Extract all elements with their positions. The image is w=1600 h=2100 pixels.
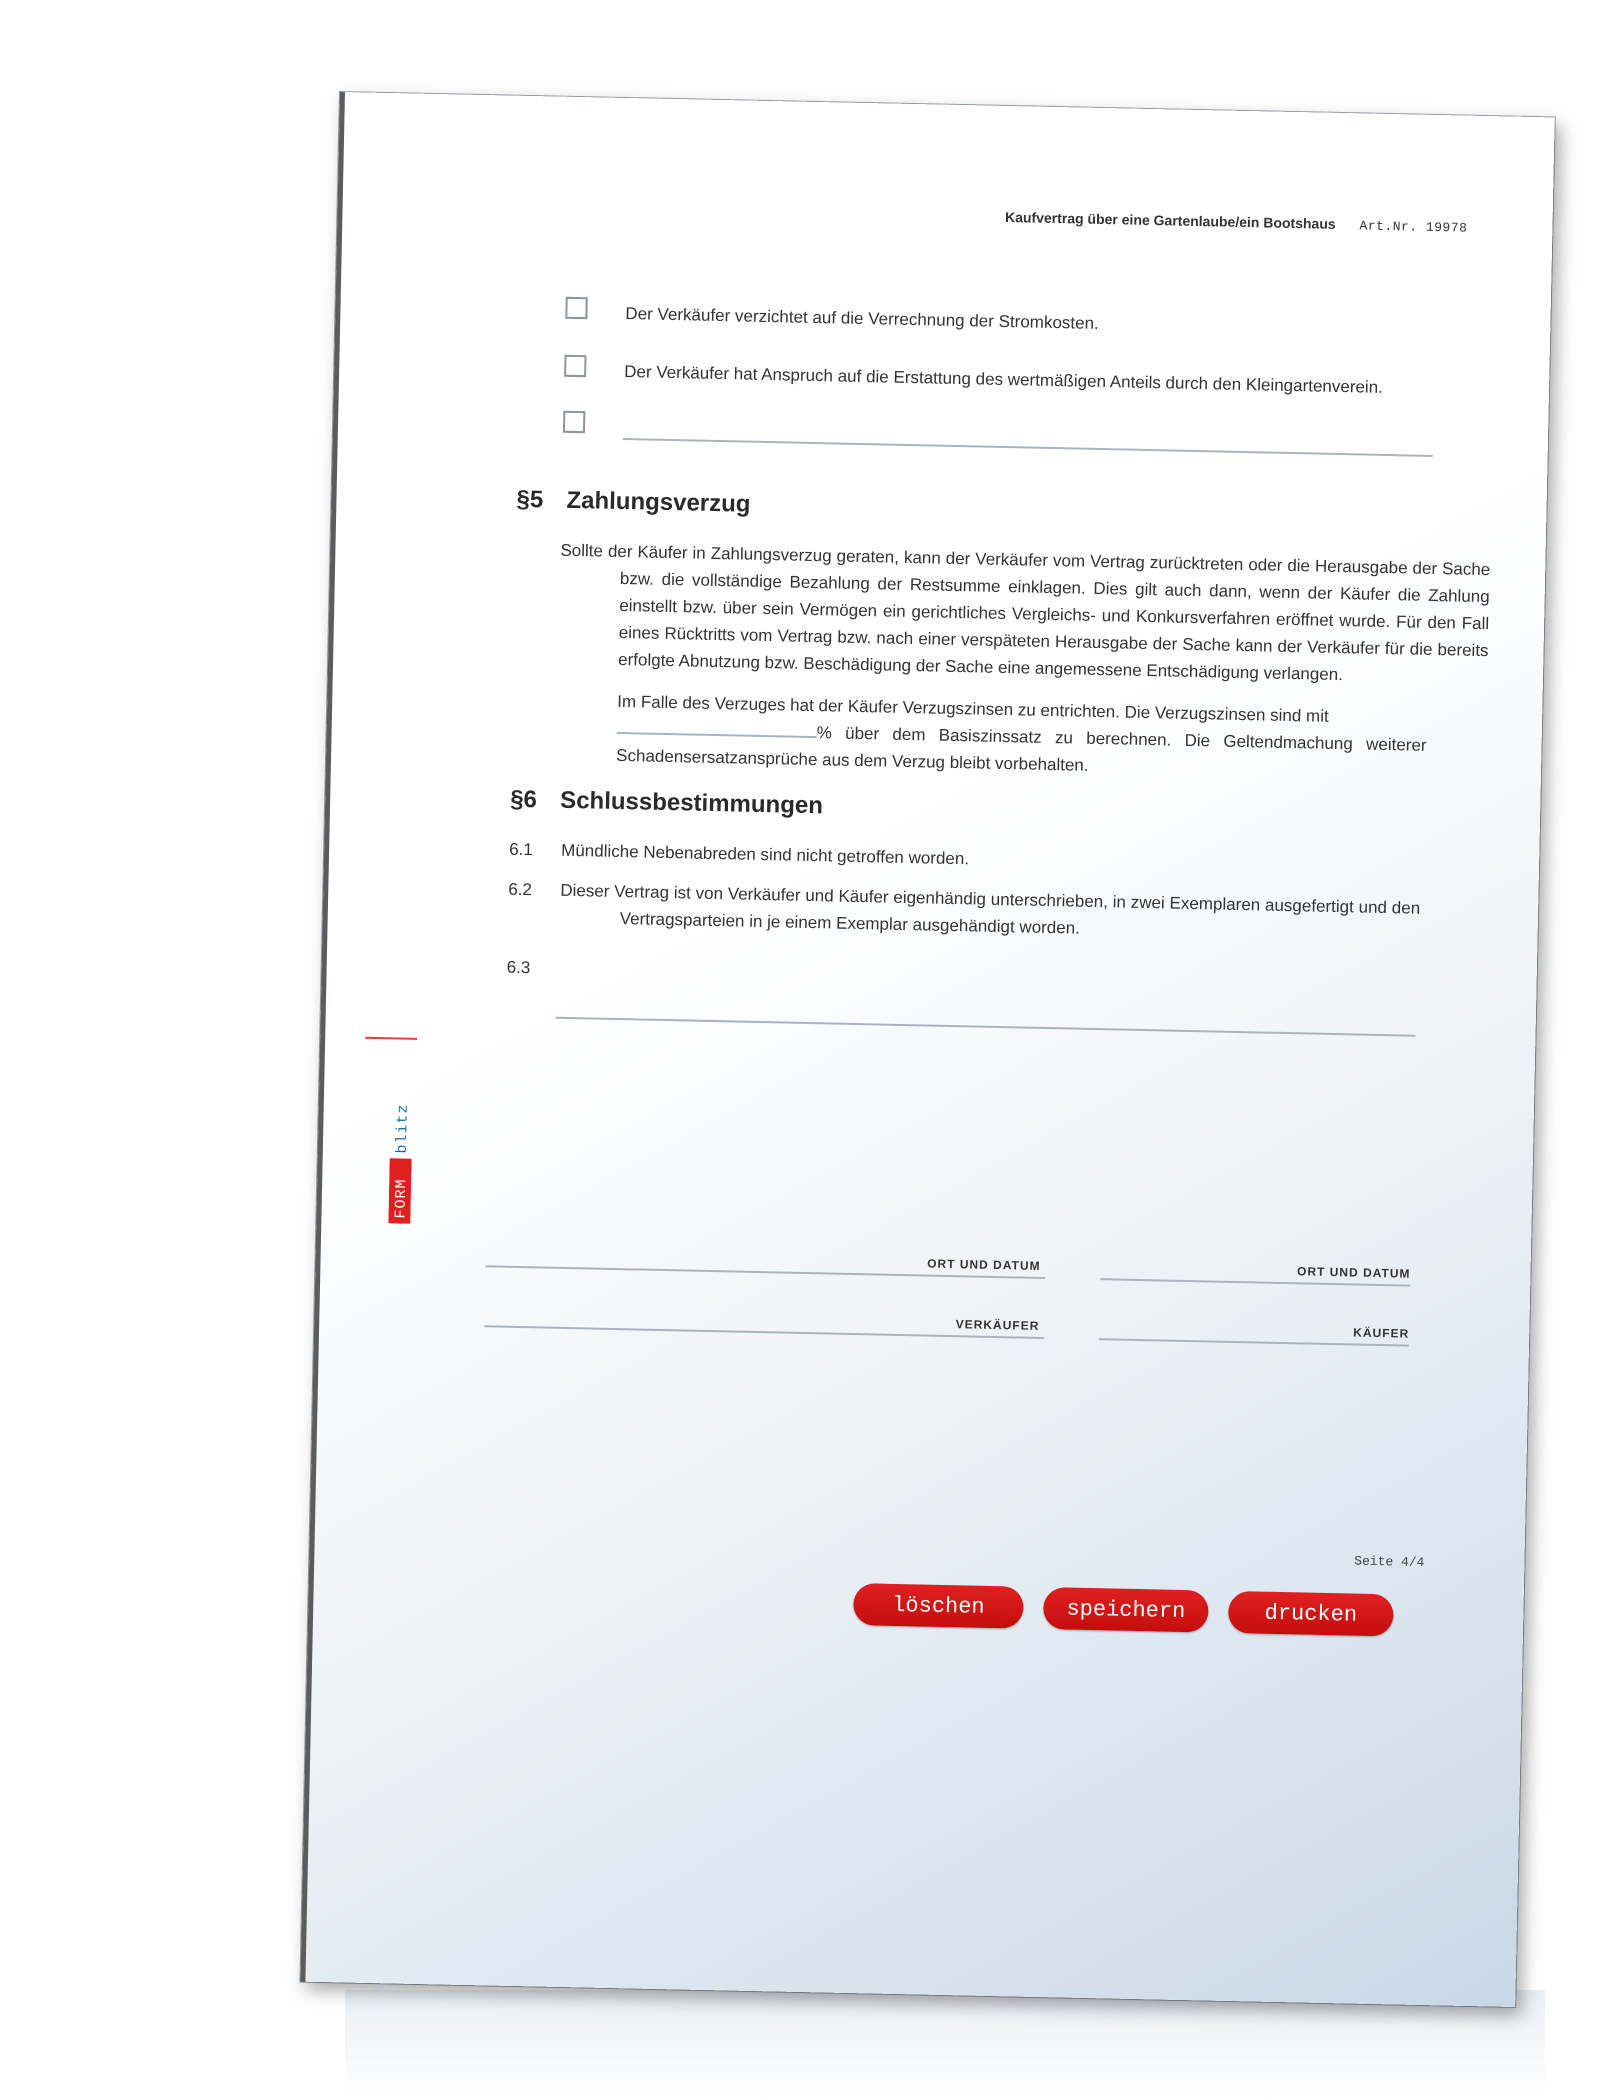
section-5-paragraph-2 <box>616 688 1428 786</box>
section-6-title: Schlussbestimmungen <box>559 786 824 820</box>
section-6-heading <box>510 786 823 821</box>
option-checkbox-3[interactable] <box>563 411 585 433</box>
option-checkbox-2[interactable] <box>564 355 586 377</box>
interest-rate-field[interactable] <box>617 718 817 738</box>
document-page <box>300 92 1554 2007</box>
section-5-paragraph-2-end: über dem Basiszinssatz zu berechnen. Die Geltendmachung weiterer Schadensersatzansprüche aus dem Verzug bleibt vorbehalten. <box>615 723 1427 775</box>
section-6-item-1-number: 6.1 <box>508 839 534 860</box>
delete-button[interactable]: löschen <box>853 1583 1024 1629</box>
section-6-item-2-number: 6.2 <box>508 879 533 900</box>
logo-text-blitz: blitz <box>393 1103 412 1154</box>
section-6-item-2 <box>507 876 1421 955</box>
option-label-1: Der Verkäufer verzichtet auf die Verrechnung der Stromkosten. <box>625 304 1099 333</box>
page-number: Seite 4/4 <box>1354 1553 1425 1571</box>
formblitz-logo <box>388 1068 413 1223</box>
article-number: Art.Nr. 19978 <box>1359 218 1468 236</box>
seller-label: VERKÄUFER <box>955 1317 1040 1333</box>
logo-text-form: FORM <box>392 1178 411 1219</box>
right-date-label: ORT UND DATUM <box>1296 1264 1411 1281</box>
section-6-item-3-number: 6.3 <box>506 957 531 978</box>
section-6-number: §6 <box>509 785 538 814</box>
section-5-title: Zahlungsverzug <box>566 486 751 518</box>
print-button[interactable]: drucken <box>1228 1591 1394 1636</box>
percent-sign: % <box>816 723 833 743</box>
option-label-2: Der Verkäufer hat Anspruch auf die Erstattung des wertmäßigen Anteils durch den Kleingartenverein. <box>624 362 1384 397</box>
section-6-item-1-text: Mündliche Nebenabreden sind nicht getroffen worden. <box>560 840 970 869</box>
section-5-paragraph-1: Sollte der Käufer in Zahlungsverzug geraten, kann der Verkäufer vom Vertrag zurücktreten oder die Herausgabe der Sache bzw. die vollständige Bezahlung der Restsumme einklagen. Dies gilt auch dann, wenn der Käufer die Zahlung einstellt bzw. über sein Vermögen ein gerichtliches Vergleichs- und Konkursverfahren eröffnet wurde. Für den Fall eines Rücktritts vom Vertrag bzw. nach einer verspäteten Herausgabe der Sache kann der Verkäufer für die bereits erfolgte Abnutzung bzw. Beschädigung der Sache eine angemessene Entschädigung verlangen. <box>560 540 1491 685</box>
section-6-item-3-field[interactable] <box>556 1017 1416 1037</box>
document-header <box>1005 209 1468 236</box>
section-6-item-3 <box>506 954 1416 1003</box>
option-checkbox-1[interactable] <box>565 297 587 319</box>
buyer-label: KÄUFER <box>1353 1325 1410 1341</box>
section-6-item-1 <box>509 836 1419 885</box>
section-6-item-2-text: Dieser Vertrag ist von Verkäufer und Käufer eigenhändig unterschrieben, in zwei Exemplaren ausgefertigt und den Vertragsparteien in je einem Exemplar ausgehändigt worden. <box>560 880 1421 938</box>
save-button[interactable]: speichern <box>1043 1587 1209 1632</box>
page-reflection <box>345 1990 1545 2100</box>
document-title: Kaufvertrag über eine Gartenlaube/ein Bootshaus <box>1004 208 1336 232</box>
logo-accent-line <box>365 1037 417 1040</box>
section-5-number: §5 <box>516 485 544 514</box>
section-5-paragraph-2-start: Im Falle des Verzuges hat der Käufer Verzugszinsen zu entrichten. Die Verzugszinsen sind mit <box>617 691 1329 726</box>
section-5-heading <box>516 486 751 519</box>
left-date-label: ORT UND DATUM <box>927 1256 1041 1273</box>
option-custom-text-field[interactable] <box>623 438 1433 457</box>
